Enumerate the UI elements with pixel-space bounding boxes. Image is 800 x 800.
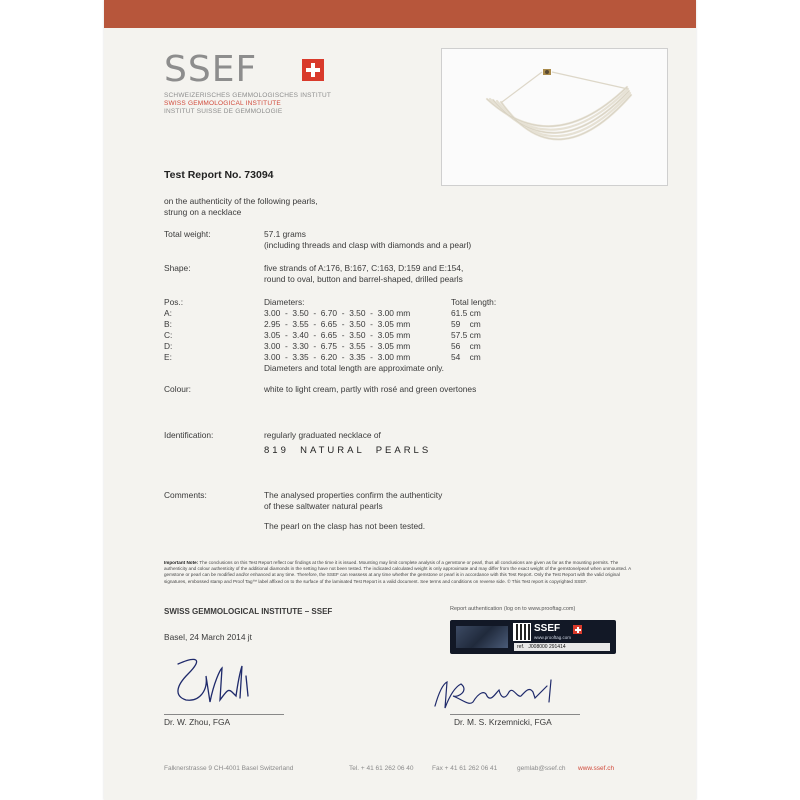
comments-line-3: The pearl on the clasp has not been tested. [264,521,426,531]
institute-name: SWISS GEMMOLOGICAL INSTITUTE – SSEF [164,607,333,616]
diameters-header: Diameters: [264,297,305,307]
institute-name-fr: INSTITUT SUISSE DE GEMMOLOGIE [164,108,283,115]
total-weight-note: (including threads and clasp with diamonds and a pearl) [264,240,472,250]
report-sheet [104,0,696,800]
signatory-right: Dr. M. S. Krzemnicki, FGA [454,717,552,727]
table-footnote: Diameters and total length are approximate only. [264,363,445,373]
colour-label: Colour: [164,384,191,394]
comments-line-1: The analysed properties confirm the authenticity [264,490,443,500]
footer-address: Falknerstrasse 9 CH-4001 Basel Switzerland [164,765,294,772]
report-date: Basel, 24 March 2014 jt [164,632,252,642]
shape-line-2: round to oval, button and barrel-shaped, drilled pearls [264,274,463,284]
shape-label: Shape: [164,263,191,273]
table-row-length: 56 cm [451,341,481,351]
table-row-length: 57.5 cm [451,330,481,340]
table-row-length: 54 cm [451,352,481,362]
ssef-logo [164,50,424,120]
signature-zhou [166,652,256,710]
pos-header: Pos.: [164,297,184,307]
table-row-diameters: 3.00 - 3.30 - 6.75 - 3.55 - 3.05 mm [264,341,411,351]
important-note-body: The conclusions on this Test Report reflect our findings at the time it is issued. Mounting may limit complete analysis of a gemstone or pearl, thus all conclusions are given as far as the mounting permits. The authenticity and colour authenticity of the additional diamonds in the setting have not been tested. The indicated calculated weight is only approximate and may differ from the exact weight of the gemstone/pearl when unmounted. A gemstone or pearl can be modified and/or enhanced at any time. Therefore, the SSEF can reassess at any time whether the gemstone or pearl is in accordance with this Test Report. Only the Test Report with the valid original signatures, embossed stamp and Proof Tag™ label affixed on to the surface of the laminated Test Report is a valid document. See terms and conditions on reverse side. © This Test report is copyrighted SSEF. [164,560,631,584]
signatory-left: Dr. W. Zhou, FGA [164,717,231,727]
comments-label: Comments: [164,490,207,500]
table-row-diameters: 3.05 - 3.40 - 6.65 - 3.50 - 3.05 mm [264,330,411,340]
table-row-length: 61.5 cm [451,308,481,318]
hologram-icon [456,626,508,648]
header-band [104,0,696,28]
signature-krzemnicki [429,672,579,716]
intro-line-2: strung on a necklace [164,207,242,217]
tag-brand: SSEF [534,623,561,634]
table-row-diameters: 3.00 - 3.50 - 6.70 - 3.50 - 3.00 mm [264,308,411,318]
tag-reference: ref. J008000 291414 [514,643,610,651]
table-row-pos: E: [164,352,172,362]
table-row-pos: B: [164,319,172,329]
identification-label: Identification: [164,430,214,440]
swiss-cross-icon [302,59,324,81]
pearl-necklace-image [442,49,667,185]
tag-cross-icon [573,625,582,634]
institute-name-de: SCHWEIZERISCHES GEMMOLOGISCHES INSTITUT [164,92,332,99]
necklace-photo [441,48,668,186]
identification-line: regularly graduated necklace of [264,430,381,440]
table-row-length: 59 cm [451,319,481,329]
signature-line-right [450,714,580,715]
colour-value: white to light cream, partly with rosé and green overtones [264,384,477,394]
table-row-pos: A: [164,308,172,318]
important-note-heading: Important Note: [164,560,199,565]
authentication-label: Report authentication (log on to www.prooftag.com) [450,606,576,612]
comments-line-2: of these saltwater natural pearls [264,501,383,511]
footer-email: gemlab@ssef.ch [517,765,566,772]
table-row-pos: C: [164,330,173,340]
tag-site: www.prooftag.com [534,635,572,640]
important-note [164,560,636,585]
total-weight-value: 57.1 grams [264,229,306,239]
institute-name-en: SWISS GEMMOLOGICAL INSTITUTE [164,100,281,107]
table-row-diameters: 3.00 - 3.35 - 6.20 - 3.35 - 3.00 mm [264,352,411,362]
footer-tel: Tel. + 41 61 262 06 40 [349,765,414,772]
total-weight-label: Total weight: [164,229,211,239]
signature-line-left [164,714,284,715]
table-row-pos: D: [164,341,173,351]
qr-code-icon [514,624,530,640]
pearl-count-heading: 819 NATURAL PEARLS [264,445,432,456]
prooftag-label [450,620,616,654]
report-title: Test Report No. 73094 [164,169,274,181]
table-row-diameters: 2.95 - 3.55 - 6.65 - 3.50 - 3.05 mm [264,319,411,329]
intro-line-1: on the authenticity of the following pearls, [164,196,318,206]
shape-line-1: five strands of A:176, B:167, C:163, D:159 and E:154, [264,263,464,273]
length-header: Total length: [451,297,497,307]
footer-fax: Fax + 41 61 262 06 41 [432,765,498,772]
logo-wordmark: SSEF [164,49,258,90]
footer-website-link[interactable]: www.ssef.ch [578,765,615,772]
